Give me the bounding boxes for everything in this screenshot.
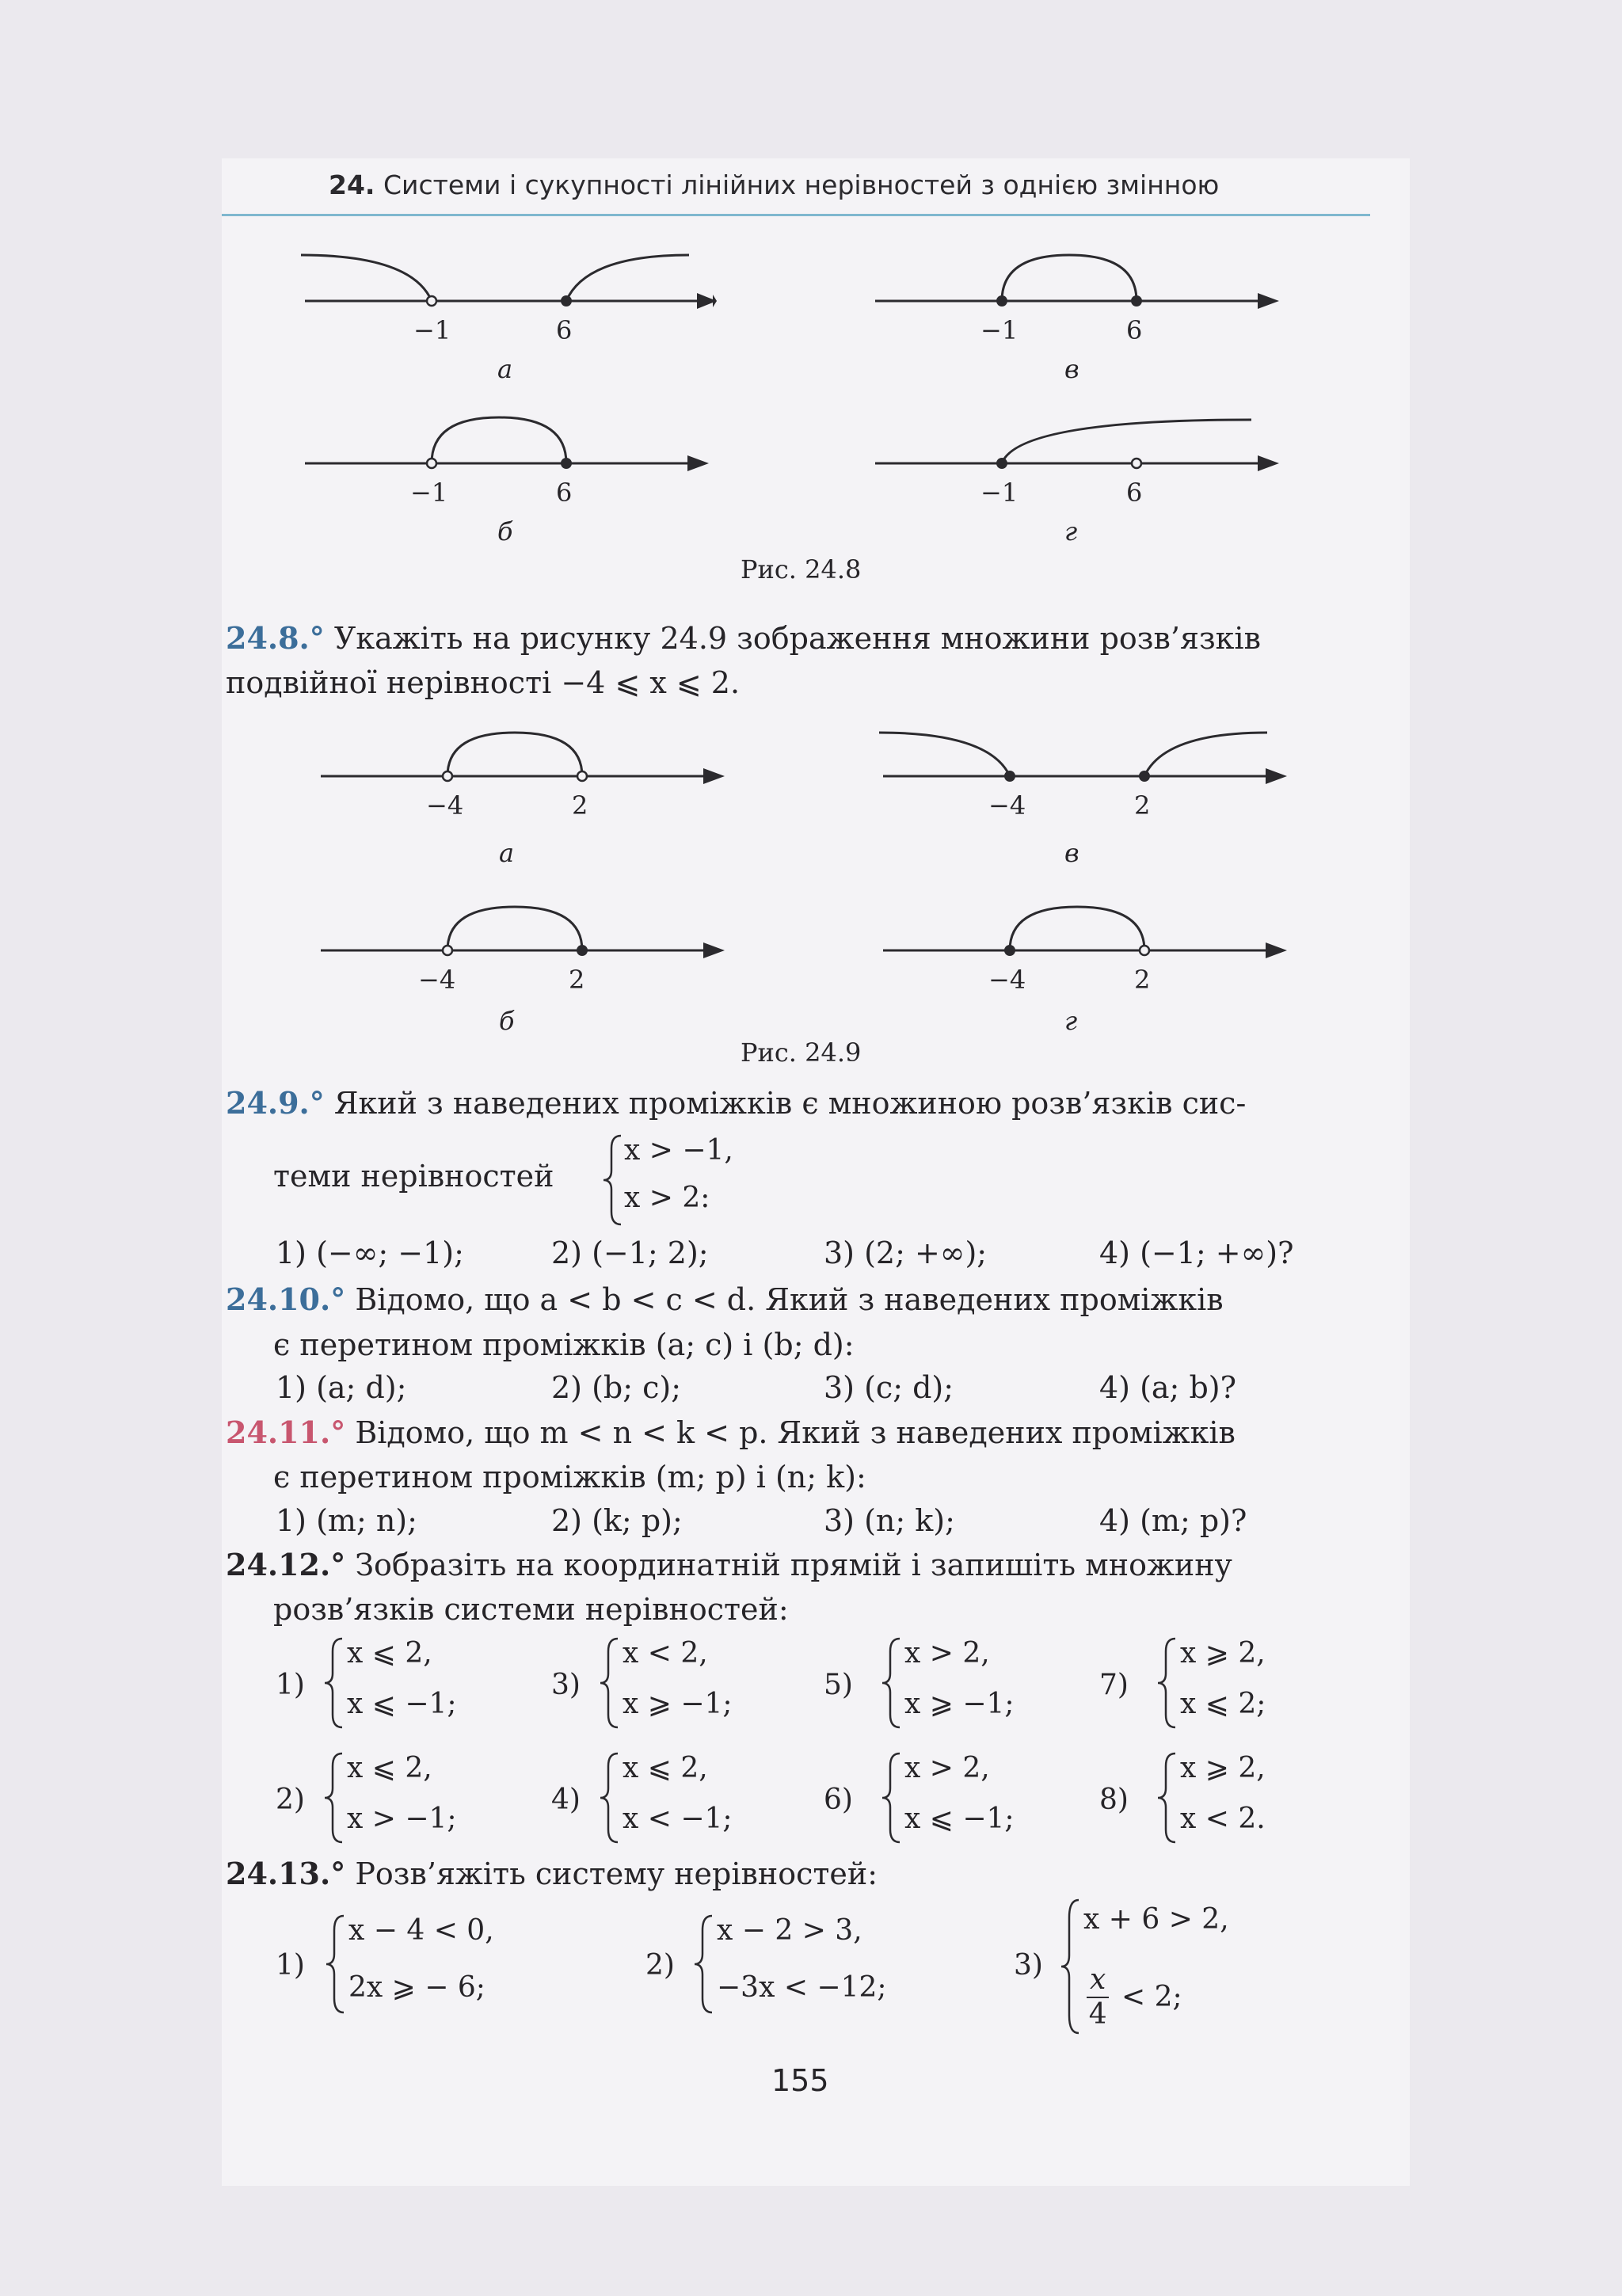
point-label: −4 xyxy=(988,790,1026,821)
running-header xyxy=(222,168,1370,216)
item-number: 4) xyxy=(551,1784,581,1816)
system-item xyxy=(824,1635,1061,1738)
figure-label: в xyxy=(1064,354,1079,384)
problem-number: 24.13.° xyxy=(226,1856,346,1891)
answer-option: 1) (a; d); xyxy=(276,1370,407,1405)
point-label: 6 xyxy=(556,478,573,508)
system-line: < 2; xyxy=(1121,1981,1182,2013)
figure-label: а xyxy=(497,354,513,384)
system-item xyxy=(1099,1635,1337,1738)
brace-icon xyxy=(602,1133,626,1228)
item-number: 5) xyxy=(824,1669,853,1701)
brace-icon xyxy=(599,1635,623,1731)
problem-24-12-line2 xyxy=(273,1592,789,1627)
system-item xyxy=(276,1750,513,1853)
figure-label: б xyxy=(499,1006,515,1036)
point-label: 2 xyxy=(569,965,585,995)
problem-text: Зобразіть на координатній прямій і запишіть множину xyxy=(345,1548,1232,1582)
figure-label: а xyxy=(499,838,515,868)
number-line-v xyxy=(871,246,1299,355)
number-line-a-graphic xyxy=(317,725,744,828)
answer-option: 4) (−1; +∞)? xyxy=(1099,1236,1294,1270)
problem-24-10-line1 xyxy=(226,1281,1224,1317)
problem-24-11-options xyxy=(276,1503,1384,1548)
point-label: −1 xyxy=(980,478,1019,508)
figure-label: г xyxy=(1064,1006,1078,1036)
answer-option: 1) (m; n); xyxy=(276,1503,417,1538)
figure-label: б xyxy=(497,516,513,546)
problem-text: є перетином проміжків (m; p) і (n; k): xyxy=(273,1460,866,1494)
problem-text: Розв’яжіть систему нерівностей: xyxy=(345,1856,878,1891)
point-label: −4 xyxy=(988,965,1026,995)
system-line: x − 2 > 3, xyxy=(717,1914,862,1947)
system-line: x > 2: xyxy=(624,1182,710,1214)
system-line: x > −1; xyxy=(347,1803,457,1835)
system-line: x − 4 < 0, xyxy=(348,1914,494,1947)
brace-icon xyxy=(1060,1897,1083,2036)
brace-icon xyxy=(1156,1635,1180,1731)
system-line: x + 6 > 2, xyxy=(1083,1903,1229,1936)
answer-option: 4) (a; b)? xyxy=(1099,1370,1236,1405)
fraction-numerator: x xyxy=(1087,1963,1109,1998)
brace-icon xyxy=(881,1635,904,1731)
item-number: 3) xyxy=(1014,1949,1043,1982)
point-label: 6 xyxy=(1126,478,1143,508)
point-label: −1 xyxy=(410,478,448,508)
system-line: x ⩽ 2, xyxy=(623,1752,708,1784)
answer-option: 1) (−∞; −1); xyxy=(276,1236,464,1270)
system-item xyxy=(1099,1750,1337,1853)
answer-option: 3) (2; +∞); xyxy=(824,1236,988,1270)
item-number: 3) xyxy=(551,1669,581,1701)
number-line-a xyxy=(317,725,744,834)
system-item xyxy=(551,1635,789,1738)
problem-24-9-line1 xyxy=(226,1085,1246,1121)
system-line: x ⩾ −1; xyxy=(623,1688,733,1720)
item-number: 6) xyxy=(824,1784,853,1816)
item-number: 2) xyxy=(276,1784,305,1816)
figure-label: г xyxy=(1064,516,1078,546)
brace-icon xyxy=(881,1750,904,1845)
number-line-b xyxy=(317,899,744,1008)
number-line-b xyxy=(301,408,729,517)
point-label: −1 xyxy=(980,315,1019,345)
answer-option: 2) (k; p); xyxy=(551,1503,683,1538)
problem-text: Відомо, що a < b < c < d. Який з наведених проміжків xyxy=(345,1282,1224,1317)
point-label: −4 xyxy=(426,790,464,821)
system-item xyxy=(1014,1897,1315,2039)
problem-24-8 xyxy=(226,616,1382,705)
item-number: 2) xyxy=(645,1949,675,1982)
problem-24-10-line2 xyxy=(273,1327,855,1362)
brace-icon xyxy=(323,1635,347,1731)
answer-option: 2) (−1; 2); xyxy=(551,1236,709,1270)
page-number: 155 xyxy=(771,2063,829,2098)
problem-24-13-line1 xyxy=(226,1856,878,1891)
number-line-g xyxy=(871,408,1299,517)
problem-24-9-line2 xyxy=(273,1159,554,1194)
point-label: 6 xyxy=(556,315,573,345)
point-label: 2 xyxy=(572,790,588,821)
system-line: x < 2, xyxy=(623,1637,708,1670)
number-line-b-graphic xyxy=(301,408,729,511)
point-label: −1 xyxy=(413,315,451,345)
system-line: x ⩽ 2; xyxy=(1180,1688,1266,1720)
answer-option: 3) (n; k); xyxy=(824,1503,955,1538)
item-number: 1) xyxy=(276,1669,305,1701)
number-line-v xyxy=(879,725,1307,834)
system-item xyxy=(276,1913,577,2024)
point-label: 6 xyxy=(1126,315,1143,345)
problem-number: 24.8.° xyxy=(226,620,325,656)
number-line-b-graphic xyxy=(317,899,744,1002)
problem-text: є перетином проміжків (a; c) і (b; d): xyxy=(273,1327,855,1362)
header-title: 24. Системи і сукупності лінійних нерівностей з однією змінною xyxy=(329,169,1220,200)
system-line: x > 2, xyxy=(904,1752,990,1784)
system-line: x < 2. xyxy=(1180,1803,1266,1835)
system-line: x ⩾ 2, xyxy=(1180,1637,1266,1670)
number-line-g xyxy=(879,899,1307,1008)
system-item xyxy=(276,1635,513,1738)
point-label: −4 xyxy=(418,965,456,995)
fraction-denominator: 4 xyxy=(1088,1998,1107,2031)
system-line: 2x ⩾ − 6; xyxy=(348,1971,485,2004)
brace-icon xyxy=(599,1750,623,1845)
brace-icon xyxy=(1156,1750,1180,1845)
problem-number: 24.10.° xyxy=(226,1281,346,1317)
problem-24-9-options xyxy=(276,1236,1384,1280)
figure-caption: Рис. 24.8 xyxy=(741,554,862,584)
fraction xyxy=(1087,1963,1109,2031)
problem-text: розв’язків системи нерівностей: xyxy=(273,1592,789,1627)
number-line-g-graphic xyxy=(879,899,1307,1002)
item-number: 8) xyxy=(1099,1784,1129,1816)
answer-option: 4) (m; p)? xyxy=(1099,1503,1247,1538)
figure-label: в xyxy=(1064,838,1079,868)
figure-caption: Рис. 24.9 xyxy=(741,1038,862,1068)
point-label: 2 xyxy=(1134,965,1151,995)
system-line: x > −1, xyxy=(624,1134,733,1167)
problem-24-10-options xyxy=(276,1370,1384,1415)
system-line: x < −1; xyxy=(623,1803,733,1835)
number-line-v-graphic xyxy=(871,246,1299,348)
item-number: 7) xyxy=(1099,1669,1129,1701)
brace-icon xyxy=(323,1750,347,1845)
system-item xyxy=(645,1913,946,2024)
problem-number: 24.9.° xyxy=(226,1085,325,1121)
system-line: x ⩾ 2, xyxy=(1180,1752,1266,1784)
number-line-v-graphic xyxy=(879,725,1307,828)
system-item xyxy=(824,1750,1061,1853)
answer-option: 2) (b; c); xyxy=(551,1370,682,1405)
problem-24-12-line1 xyxy=(226,1547,1232,1582)
system-line: x ⩽ −1; xyxy=(904,1803,1015,1835)
system-line: x ⩽ 2, xyxy=(347,1752,432,1784)
system-line: x ⩾ −1; xyxy=(904,1688,1015,1720)
system-line: x > 2, xyxy=(904,1637,990,1670)
problem-24-11-line1 xyxy=(226,1415,1236,1450)
item-number: 1) xyxy=(276,1949,305,1982)
problem-number: 24.12.° xyxy=(226,1547,346,1582)
answer-option: 3) (c; d); xyxy=(824,1370,954,1405)
number-line-a-graphic xyxy=(301,246,729,348)
problem-text: Укажіть на рисунку 24.9 зображення множини розв’язків подвійної нерівності −4 ⩽ x ⩽ 2. xyxy=(226,621,1261,700)
number-line-a xyxy=(301,246,729,355)
system-line: −3x < −12; xyxy=(717,1971,887,2004)
system-line: x ⩽ −1; xyxy=(347,1688,457,1720)
problem-text: теми нерівностей xyxy=(273,1159,554,1194)
point-label: 2 xyxy=(1134,790,1151,821)
number-line-g-graphic xyxy=(871,408,1299,511)
problem-text: Який з наведених проміжків є множиною розв’язків сис- xyxy=(324,1086,1247,1121)
system-line: x ⩽ 2, xyxy=(347,1637,432,1670)
problem-24-11-line2 xyxy=(273,1460,866,1494)
brace-icon xyxy=(693,1913,717,2016)
problem-text: Відомо, що m < n < k < p. Який з наведених проміжків xyxy=(345,1415,1236,1450)
problem-number: 24.11.° xyxy=(226,1415,346,1450)
brace-icon xyxy=(325,1913,348,2016)
system-item xyxy=(551,1750,789,1853)
